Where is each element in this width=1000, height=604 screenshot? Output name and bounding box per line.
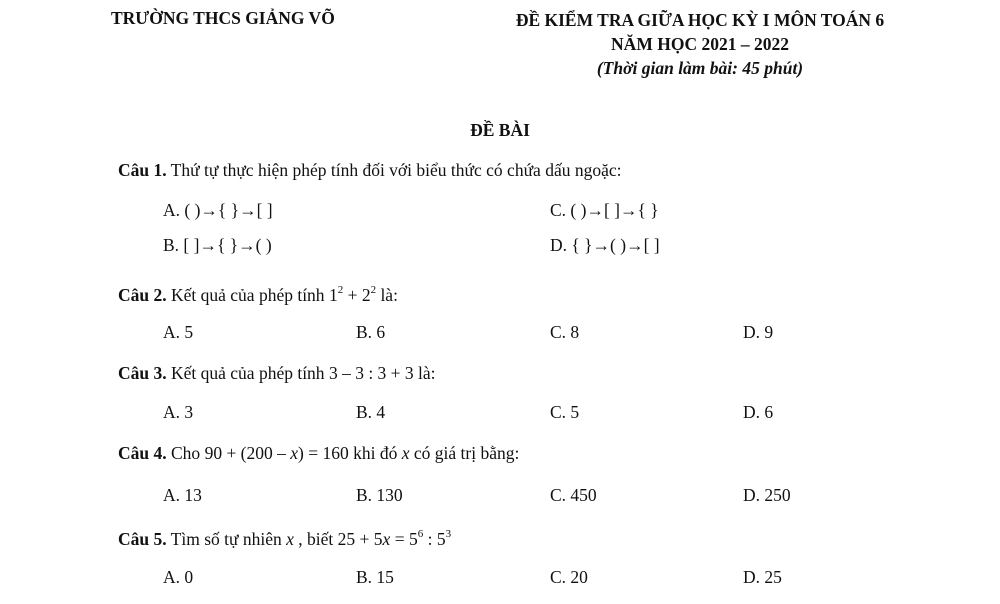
math-expression: 3 – 3 : 3 + 3 bbox=[328, 363, 414, 383]
option-3b: B. 4 bbox=[356, 402, 386, 422]
school-year: NĂM HỌC 2021 – 2022 bbox=[611, 34, 789, 54]
question-text: Kết quả của phép tính bbox=[166, 363, 329, 383]
question-label: Câu 4. bbox=[118, 443, 167, 463]
option-2a: A. 5 bbox=[163, 322, 194, 342]
question-text-end: là: bbox=[413, 363, 436, 383]
option-4c: C. 450 bbox=[550, 485, 597, 505]
option-4a: A. 13 bbox=[163, 485, 202, 505]
exam-title: ĐỀ KIỂM TRA GIỮA HỌC KỲ I MÔN TOÁN 6 bbox=[515, 10, 885, 30]
variable-x: x bbox=[401, 443, 410, 463]
option-5a: A. 0 bbox=[163, 567, 194, 587]
section-title: ĐỀ BÀI bbox=[470, 120, 530, 140]
question-text: Kết quả của phép tính bbox=[166, 285, 329, 305]
question-text: Cho bbox=[166, 443, 205, 463]
question-1 bbox=[118, 160, 622, 181]
question-label: Câu 1. bbox=[118, 160, 167, 180]
question-4 bbox=[118, 443, 519, 464]
option-1b: B. [ ]→{ }→( ) bbox=[163, 235, 272, 255]
question-label: Câu 2. bbox=[118, 285, 167, 305]
option-5b: B. 15 bbox=[356, 567, 394, 587]
option-1d: D. { }→( )→[ ] bbox=[550, 235, 660, 255]
option-4d: D. 250 bbox=[743, 485, 791, 505]
question-text-end: có giá trị bằng: bbox=[409, 443, 520, 463]
variable-x: x bbox=[286, 529, 294, 549]
question-3 bbox=[118, 363, 436, 384]
exam-duration: (Thời gian làm bài: 45 phút) bbox=[596, 58, 804, 78]
exam-header bbox=[440, 8, 960, 80]
question-2 bbox=[118, 285, 398, 306]
math-expression: $25 + 5x = 5^6$ : $5^3$ bbox=[337, 528, 452, 549]
math-expression: $1^2 + 2^2$ bbox=[328, 284, 377, 305]
question-text-mid: , biết bbox=[293, 529, 338, 549]
option-2b: B. 6 bbox=[356, 322, 386, 342]
math-expression: 90 + (200 – x) = 160 bbox=[204, 443, 349, 463]
question-text: Tìm số tự nhiên bbox=[166, 529, 287, 549]
option-5c: C. 20 bbox=[550, 567, 588, 587]
question-text-end: là: bbox=[376, 285, 398, 305]
option-5d: D. 25 bbox=[743, 567, 782, 587]
option-3c: C. 5 bbox=[550, 402, 580, 422]
option-2d: D. 9 bbox=[743, 322, 774, 342]
option-4b: B. 130 bbox=[356, 485, 403, 505]
question-text-mid: khi đó bbox=[348, 443, 402, 463]
option-2c: C. 8 bbox=[550, 322, 580, 342]
option-1a: A. ( )→{ }→[ ] bbox=[163, 200, 273, 220]
question-label: Câu 5. bbox=[118, 529, 167, 549]
school-name: TRƯỜNG THCS GIẢNG VÕ bbox=[111, 8, 335, 28]
question-label: Câu 3. bbox=[118, 363, 167, 383]
option-3a: A. 3 bbox=[163, 402, 194, 422]
question-text: Thứ tự thực hiện phép tính đối với biểu thức có chứa dấu ngoặc: bbox=[166, 160, 622, 180]
option-1c: C. ( )→[ ]→{ } bbox=[550, 200, 659, 220]
option-3d: D. 6 bbox=[743, 402, 774, 422]
question-5 bbox=[118, 529, 451, 550]
